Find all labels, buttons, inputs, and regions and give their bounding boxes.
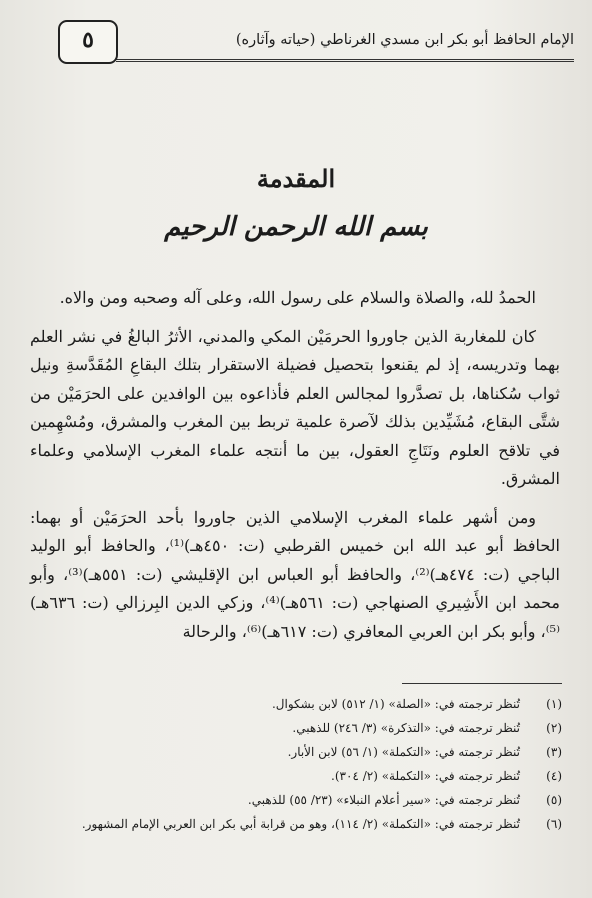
footnote-number: (٥): [546, 793, 562, 807]
footnote-rule: [402, 683, 562, 684]
footnote: [30, 812, 562, 836]
header-rule: [116, 59, 574, 62]
paragraph: ومن أشهر علماء المغرب الإسلامي الذين جاوروا بأحد الحرَمَيْن أو بهما: الحافظ أبو عبد الله ابن خميس القرطبي (ت: ٤٥٠هـ)⁽¹⁾، والحافظ أبو الوليد الباجي (ت: ٤٧٤هـ)⁽²⁾، والحافظ أبو العباس ابن الإقليشي (ت: ٥٥١هـ)⁽³⁾، وأبو محمد ابن الأَشِيري الصنهاجي (ت: ٥٦١هـ)⁽⁴⁾، وزكي الدين البِرزالي (ت: ٦٣٦هـ)⁽⁵⁾، وأبو بكر ابن العربي المعافري (ت: ٦١٧هـ)⁽⁶⁾، والرحالة: [30, 507, 560, 641]
section-title: المقدمة: [256, 164, 336, 193]
footnote-number: (٤): [546, 769, 562, 783]
footnote: [30, 740, 562, 764]
running-title: الإمام الحافظ أبو بكر ابن مسدي الغرناطي (حياته وآثاره): [235, 32, 574, 48]
footnote: [30, 716, 562, 740]
footnote-text: تُنظر ترجمته في: «الصلة» (١/ ٥١٢) لابن بشكوال.: [271, 697, 520, 711]
footnote: [30, 788, 562, 812]
footnote-number: (١): [546, 697, 562, 711]
page-header: [58, 18, 574, 64]
footnote-text: تُنظر ترجمته في: «التكملة» (١/ ٥٦) لابن الأبار.: [287, 745, 520, 759]
page-number: ٥: [82, 27, 94, 53]
paragraph: كان للمغاربة الذين جاوروا الحرمَيْن المكي والمدني، الأثرُ البالغُ في نشر العلم بهما وتدريسه، إذ لم يقنعوا بتحصيل فضيلة الاستقرار بتلك البقاعِ المُقَدَّسةِ ونيل ثواب سُكناها، بل تصدَّروا لمجالس العلم فأذاعوه بين الوافدين على الحرَمَيْن من شتَّى البقاع، مُشَيِّدين بذلك لآصرة علمية تربط بين المغرب والمشرق، ومُسْهِمين في تلاقح العلوم ونَتَاجِ العقول، بين ما أنتجه علماء المغرب الإسلامي وعلماء المشرق.: [30, 326, 560, 488]
footnotes: [30, 692, 562, 836]
basmala-calligraphy: [0, 212, 592, 242]
footnote-text: تُنظر ترجمته في: «التذكرة» (٣/ ٢٤٦) للذهبي.: [292, 721, 520, 735]
footnote-number: (٦): [546, 817, 562, 831]
footnote-text: تُنظر ترجمته في: «التكملة» (٢/ ١١٤)، وهو من قرابة أبي بكر ابن العربي الإمام المشهور.: [81, 817, 520, 831]
basmala-text: بسم الله الرحمن الرحيم: [164, 212, 428, 242]
body-text: [30, 284, 560, 646]
footnote: [30, 764, 562, 788]
footnote-text: تُنظر ترجمته في: «سير أعلام النبلاء» (٢٣/ ٥٥) للذهبي.: [247, 793, 520, 807]
paragraph: الحمدُ لله، والصلاة والسلام على رسول الله، وعلى آله وصحبه ومن والاه.: [59, 288, 536, 307]
page-number-box: [58, 20, 118, 64]
footnote-number: (٢): [546, 721, 562, 735]
footnote-number: (٣): [546, 745, 562, 759]
footnote-text: تُنظر ترجمته في: «التكملة» (٢/ ٣٠٤).: [331, 769, 520, 783]
footnote: [30, 692, 562, 716]
